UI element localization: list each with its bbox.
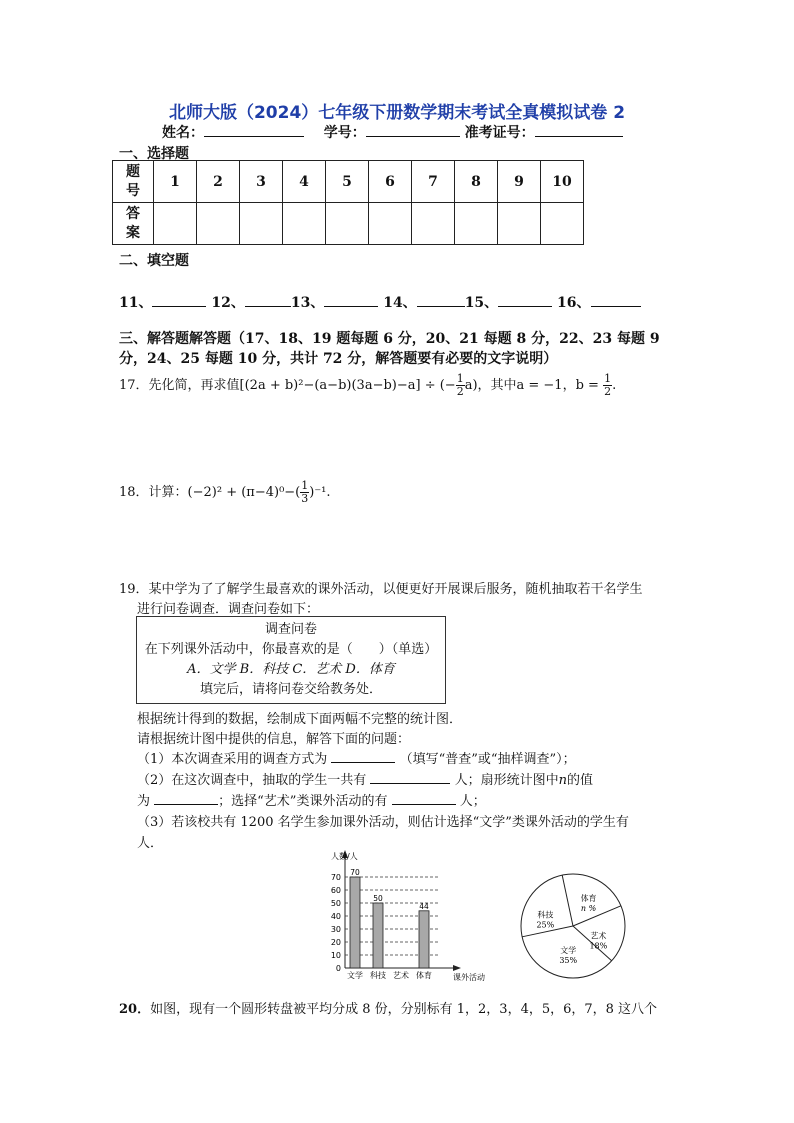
survey-options: A．文学 B．科技 C．艺术 D．体育 xyxy=(187,662,395,677)
question-18 xyxy=(119,480,331,505)
question-number-cell: 7 xyxy=(412,161,455,203)
exam-id-blank xyxy=(535,124,623,137)
x-tick-label: 科技 xyxy=(370,971,386,980)
answer-cell[interactable] xyxy=(412,203,455,245)
pie-slice-name: 文学 xyxy=(560,946,577,956)
y-tick-label: 20 xyxy=(330,938,341,947)
answer-cell[interactable] xyxy=(498,203,541,245)
fill-item-label: 15、 xyxy=(464,295,499,311)
y-tick-label: 40 xyxy=(330,912,341,921)
section-answer-heading-cont: 分，24、25 每题 10 分，共计 72 分，解答题要有必要的文字说明） xyxy=(119,351,558,367)
q19-sub3-cont: 人． xyxy=(137,836,164,851)
fill-item-label: 13、 xyxy=(290,295,325,311)
student-id-label: 学号： xyxy=(323,125,366,141)
q17-fraction-b: $\frac{1}{2}$ xyxy=(604,372,612,398)
y-tick-label: 70 xyxy=(330,873,341,882)
section-choice-heading: 一、选择题 xyxy=(119,146,189,162)
answer-blank[interactable] xyxy=(392,792,456,805)
fill-item-label: 12、 xyxy=(211,295,245,311)
answer-blank[interactable] xyxy=(154,792,218,805)
q19-sub2-cont: 为 ；选择“艺术”类课外活动的有 人； xyxy=(137,794,486,809)
section-answer-heading: 三、解答题解答题（17、18、19 题每题 6 分，20、21 每题 8 分，22、23 每题 9 xyxy=(119,331,660,347)
question-number-cell: 8 xyxy=(455,161,498,203)
q18-fraction: $\frac{1}{3}$ xyxy=(301,479,309,505)
q17-text-mid: a)，其中a = −1，b = xyxy=(464,378,604,393)
question-number-cell: 2 xyxy=(197,161,240,203)
page-title: 北师大版（2024）七年级下册数学期末考试全真模拟试卷 2 xyxy=(168,103,626,123)
x-tick-label: 体育 xyxy=(416,971,432,980)
fill-item-label: 11、 xyxy=(119,295,153,311)
bar-value-label: 50 xyxy=(373,894,383,903)
question-20: 20．如图，现有一个圆形转盘被平均分成 8 份，分别标有 1，2，3，4，5，6，7，8 这八个 xyxy=(119,1002,658,1017)
section-fill-heading: 二、填空题 xyxy=(119,253,189,269)
q19-line4: 请根据统计图中提供的信息，解答下面的问题： xyxy=(137,732,411,747)
bar xyxy=(350,877,360,968)
question-number-cell: 4 xyxy=(283,161,326,203)
question-number-cell: 9 xyxy=(498,161,541,203)
name-label: 姓名： xyxy=(162,125,204,141)
bar-value-label: 70 xyxy=(350,868,360,877)
fill-blank[interactable] xyxy=(591,294,641,307)
q19-sub2: （2）在这次调查中，抽取的学生一共有 人；扇形统计图中n的值 xyxy=(137,773,593,788)
survey-question: 在下列课外活动中，你最喜欢的是（ ）（单选） xyxy=(144,642,438,657)
pie-slice-label: 35% xyxy=(559,956,578,966)
pie-chart xyxy=(513,872,633,980)
answer-cell[interactable] xyxy=(154,203,197,245)
x-axis-arrow xyxy=(453,965,461,971)
answer-cell[interactable] xyxy=(240,203,283,245)
name-blank xyxy=(204,124,304,137)
answer-blank[interactable] xyxy=(370,771,450,784)
answer-table xyxy=(112,160,584,245)
x-axis-label: 课外活动 xyxy=(453,973,485,982)
question-number-cell: 3 xyxy=(240,161,283,203)
question-number-row xyxy=(113,161,584,203)
question-number-cell: 5 xyxy=(326,161,369,203)
pie-slice-label: 25% xyxy=(536,920,555,930)
answer-cell[interactable] xyxy=(283,203,326,245)
answer-cell[interactable] xyxy=(326,203,369,245)
student-info-line xyxy=(162,122,623,142)
y-axis-label: 人数/人 xyxy=(331,852,358,861)
bar-value-label: 44 xyxy=(419,901,429,911)
pie-slice-name: 体育 xyxy=(580,894,597,904)
survey-box xyxy=(136,616,446,704)
fill-blank[interactable] xyxy=(152,294,206,307)
answer-cell[interactable] xyxy=(369,203,412,245)
student-id-blank xyxy=(366,124,460,137)
bar-chart xyxy=(305,848,495,983)
y-tick-label: 60 xyxy=(330,886,341,895)
pie-slice-label: 18% xyxy=(589,941,608,951)
pie-slice-name: 科技 xyxy=(537,910,554,920)
y-tick-label: 10 xyxy=(330,951,341,960)
x-tick-label: 艺术 xyxy=(393,971,409,980)
fill-item-label: 16、 xyxy=(557,295,591,311)
q18-suffix: )⁻¹. xyxy=(309,485,331,500)
question-number-header: 题号 xyxy=(113,161,154,203)
pie-slice-boundary xyxy=(562,875,573,926)
question-number-cell: 1 xyxy=(154,161,197,203)
answer-cell[interactable] xyxy=(541,203,584,245)
fill-blank-line xyxy=(119,292,641,312)
survey-title: 调查问卷 xyxy=(264,622,317,637)
q18-text: 18．计算：(−2)² + (π−4)⁰−( xyxy=(119,485,301,500)
x-tick-label: 文学 xyxy=(347,971,363,980)
fill-blank[interactable] xyxy=(324,294,378,307)
bar xyxy=(373,903,383,968)
q19-sub1: （1）本次调查采用的调查方式为 （填写“普查”或“抽样调查”）； xyxy=(137,752,576,767)
y-tick-label: 30 xyxy=(330,925,341,934)
answer-cell[interactable] xyxy=(197,203,240,245)
question-17: 17．先化简，再求值[(2a + b)²−(a−b)(3a−b)−a] ÷ (− $\frac{1}{2}$ a)，其中a = −1，b = $\frac{1}{2}$ . xyxy=(119,372,617,398)
q19-line3: 根据统计得到的数据，绘制成下面两幅不完整的统计图． xyxy=(137,712,463,727)
q19-sub3: （3）若该校共有 1200 名学生参加课外活动，则估计选择“文学”类课外活动的学生有 xyxy=(137,815,629,830)
fill-blank[interactable] xyxy=(498,294,552,307)
fill-blank[interactable] xyxy=(417,294,465,307)
question-number-cell: 10 xyxy=(541,161,584,203)
q17-fraction: $\frac{1}{2}$ xyxy=(456,372,464,398)
exam-id-label: 准考证号： xyxy=(464,125,535,141)
answer-cell[interactable] xyxy=(455,203,498,245)
pie-slice-label: n % xyxy=(580,904,597,914)
survey-note: 填完后，请将问卷交给教务处． xyxy=(199,682,382,697)
answer-header: 答案 xyxy=(113,203,154,245)
y-tick-label: 0 xyxy=(335,964,341,973)
answer-blank[interactable] xyxy=(331,750,395,763)
q19-line2: 进行问卷调查．调查问卷如下： xyxy=(137,602,320,617)
bar xyxy=(419,911,429,968)
pie-slice-name: 艺术 xyxy=(590,931,607,941)
fill-item-label: 14、 xyxy=(383,295,417,311)
y-tick-label: 50 xyxy=(330,899,341,908)
q17-text: 17．先化简，再求值[(2a + b)²−(a−b)(3a−b)−a] ÷ (− xyxy=(119,378,456,393)
answer-row xyxy=(113,203,584,245)
question-number-cell: 6 xyxy=(369,161,412,203)
q19-line1: 19．某中学为了了解学生最喜欢的课外活动，以便更好开展课后服务，随机抽取若干名学生 xyxy=(119,582,643,597)
fill-blank[interactable] xyxy=(245,294,291,307)
